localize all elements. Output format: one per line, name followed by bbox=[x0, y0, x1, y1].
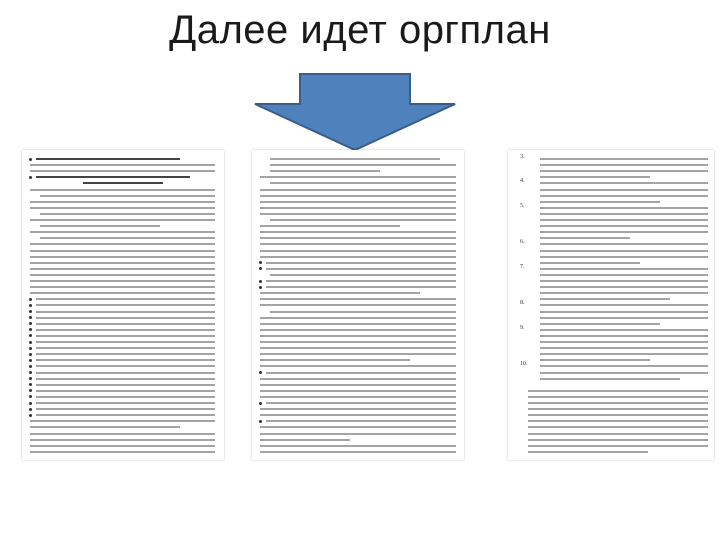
list-bullet bbox=[29, 371, 32, 374]
text-line bbox=[260, 396, 456, 398]
text-line bbox=[270, 274, 456, 276]
list-number: 3. bbox=[520, 154, 525, 160]
text-line bbox=[260, 207, 456, 209]
text-line bbox=[270, 182, 456, 184]
text-line bbox=[30, 433, 215, 435]
text-line bbox=[540, 256, 708, 258]
list-number: 9. bbox=[520, 324, 525, 331]
text-line bbox=[260, 213, 456, 215]
text-line bbox=[40, 213, 215, 215]
text-line bbox=[30, 250, 215, 252]
text-line bbox=[540, 341, 708, 343]
list-bullet bbox=[29, 402, 32, 405]
text-line bbox=[30, 201, 215, 203]
text-line bbox=[260, 176, 456, 178]
text-line bbox=[260, 298, 456, 300]
text-line bbox=[528, 433, 708, 435]
list-bullet bbox=[29, 341, 32, 344]
text-line bbox=[30, 439, 215, 441]
text-line bbox=[36, 311, 215, 313]
text-line bbox=[260, 408, 456, 410]
text-line bbox=[30, 274, 215, 276]
text-line bbox=[540, 243, 708, 245]
text-line bbox=[30, 286, 215, 288]
list-bullet bbox=[29, 298, 32, 301]
text-line bbox=[260, 329, 456, 331]
text-line bbox=[36, 372, 215, 374]
text-line bbox=[260, 365, 456, 367]
text-line bbox=[540, 317, 708, 319]
text-line bbox=[528, 402, 708, 404]
text-line bbox=[30, 207, 215, 209]
text-line bbox=[266, 280, 456, 282]
text-line bbox=[260, 317, 456, 319]
text-line bbox=[40, 225, 160, 227]
text-line bbox=[540, 250, 708, 252]
text-line bbox=[30, 426, 180, 428]
list-bullet bbox=[259, 371, 262, 374]
text-line bbox=[260, 237, 456, 239]
text-line bbox=[540, 347, 708, 349]
text-line bbox=[266, 262, 456, 264]
text-line bbox=[540, 323, 660, 325]
text-line bbox=[260, 243, 456, 245]
text-line bbox=[540, 372, 708, 374]
text-line bbox=[36, 317, 215, 319]
text-line bbox=[540, 292, 708, 294]
text-line bbox=[36, 414, 215, 416]
text-line bbox=[36, 304, 215, 306]
text-line bbox=[260, 231, 456, 233]
text-line bbox=[36, 298, 215, 300]
text-line bbox=[540, 286, 708, 288]
text-line bbox=[260, 414, 456, 416]
text-line bbox=[260, 384, 456, 386]
text-line bbox=[528, 426, 708, 428]
text-line bbox=[40, 195, 215, 197]
text-line bbox=[36, 365, 215, 367]
text-line bbox=[36, 390, 215, 392]
list-bullet bbox=[29, 359, 32, 362]
text-line bbox=[30, 189, 215, 191]
list-bullet bbox=[259, 280, 262, 283]
text-line bbox=[540, 182, 708, 184]
text-line bbox=[30, 219, 215, 221]
text-line bbox=[36, 347, 215, 349]
text-line bbox=[540, 311, 708, 313]
text-line bbox=[540, 274, 708, 276]
list-bullet bbox=[29, 365, 32, 368]
text-line bbox=[30, 451, 215, 453]
text-line bbox=[36, 396, 215, 398]
text-line bbox=[270, 170, 380, 172]
text-line bbox=[30, 292, 215, 294]
text-line bbox=[30, 164, 215, 166]
text-line bbox=[540, 365, 708, 367]
list-bullet bbox=[29, 310, 32, 313]
list-bullet bbox=[29, 414, 32, 417]
text-line bbox=[36, 353, 215, 355]
list-number: 5. bbox=[520, 202, 525, 209]
text-line bbox=[30, 231, 215, 233]
text-line bbox=[528, 390, 708, 392]
list-number: 4. bbox=[520, 178, 525, 185]
text-line bbox=[36, 323, 215, 325]
list-bullet bbox=[259, 420, 262, 423]
text-line bbox=[40, 237, 215, 239]
text-line bbox=[540, 353, 708, 355]
text-line bbox=[30, 268, 215, 270]
text-line bbox=[540, 201, 660, 203]
text-line bbox=[36, 335, 215, 337]
text-line bbox=[83, 182, 163, 184]
text-line bbox=[260, 390, 456, 392]
text-line bbox=[266, 286, 456, 288]
text-line bbox=[260, 225, 400, 227]
text-line bbox=[528, 445, 708, 447]
text-line bbox=[30, 256, 215, 258]
list-number: 6. bbox=[520, 239, 525, 246]
down-arrow-icon bbox=[250, 72, 460, 152]
text-line bbox=[528, 439, 708, 441]
text-line bbox=[540, 378, 680, 380]
list-bullet bbox=[29, 304, 32, 307]
text-line bbox=[30, 445, 215, 447]
text-line bbox=[36, 402, 215, 404]
list-bullet bbox=[29, 158, 32, 161]
text-line bbox=[528, 396, 708, 398]
list-bullet bbox=[29, 353, 32, 356]
text-line bbox=[36, 384, 215, 386]
text-line bbox=[540, 359, 650, 361]
text-line bbox=[30, 170, 215, 172]
text-line bbox=[36, 176, 190, 178]
text-line bbox=[540, 298, 670, 300]
text-line bbox=[528, 451, 648, 453]
text-line bbox=[270, 164, 456, 166]
list-number: 10. bbox=[520, 361, 528, 368]
text-line bbox=[260, 439, 350, 441]
text-line bbox=[266, 372, 456, 374]
text-line bbox=[260, 347, 456, 349]
text-line bbox=[260, 359, 410, 361]
list-bullet bbox=[29, 408, 32, 411]
text-line bbox=[540, 237, 630, 239]
list-number: 8. bbox=[520, 300, 525, 307]
text-line bbox=[260, 451, 456, 453]
text-line bbox=[30, 262, 215, 264]
text-line bbox=[266, 402, 456, 404]
text-line bbox=[540, 329, 708, 331]
text-line bbox=[540, 189, 708, 191]
text-line bbox=[260, 433, 456, 435]
text-line bbox=[270, 158, 440, 160]
text-line bbox=[266, 268, 456, 270]
text-line bbox=[540, 176, 650, 178]
text-line bbox=[260, 426, 456, 428]
slide-title: Далее идет оргплан bbox=[169, 8, 551, 52]
text-line bbox=[540, 304, 708, 306]
text-line bbox=[540, 164, 708, 166]
text-line bbox=[528, 414, 708, 416]
text-line bbox=[36, 378, 215, 380]
text-line bbox=[540, 268, 708, 270]
text-line bbox=[36, 408, 215, 410]
text-line bbox=[270, 311, 456, 313]
list-bullet bbox=[259, 286, 262, 289]
text-line bbox=[260, 353, 456, 355]
text-line bbox=[30, 280, 215, 282]
text-line bbox=[260, 323, 456, 325]
text-line bbox=[540, 335, 708, 337]
list-number: 7. bbox=[520, 263, 525, 270]
text-line bbox=[260, 378, 456, 380]
text-line bbox=[260, 292, 420, 294]
text-line bbox=[260, 195, 456, 197]
text-line bbox=[260, 445, 456, 447]
text-line bbox=[270, 219, 456, 221]
text-line bbox=[260, 189, 456, 191]
text-line bbox=[540, 213, 708, 215]
text-line bbox=[540, 158, 708, 160]
text-line bbox=[260, 256, 456, 258]
text-line bbox=[528, 420, 708, 422]
text-line bbox=[540, 225, 708, 227]
list-bullet bbox=[29, 347, 32, 350]
text-line bbox=[36, 329, 215, 331]
text-line bbox=[260, 201, 456, 203]
text-line bbox=[260, 304, 456, 306]
text-line bbox=[540, 231, 708, 233]
text-line bbox=[260, 335, 456, 337]
text-line bbox=[540, 262, 640, 264]
text-line bbox=[540, 170, 708, 172]
text-line bbox=[540, 280, 708, 282]
text-line bbox=[30, 243, 215, 245]
text-line bbox=[36, 359, 215, 361]
text-line bbox=[36, 341, 215, 343]
text-line bbox=[540, 195, 708, 197]
text-line bbox=[36, 158, 180, 160]
text-line bbox=[260, 341, 456, 343]
text-line bbox=[266, 420, 456, 422]
list-bullet bbox=[29, 176, 32, 179]
text-line bbox=[540, 219, 708, 221]
text-line bbox=[30, 420, 215, 422]
text-line bbox=[540, 207, 708, 209]
list-bullet bbox=[259, 402, 262, 405]
text-line bbox=[528, 408, 708, 410]
text-line bbox=[260, 250, 456, 252]
